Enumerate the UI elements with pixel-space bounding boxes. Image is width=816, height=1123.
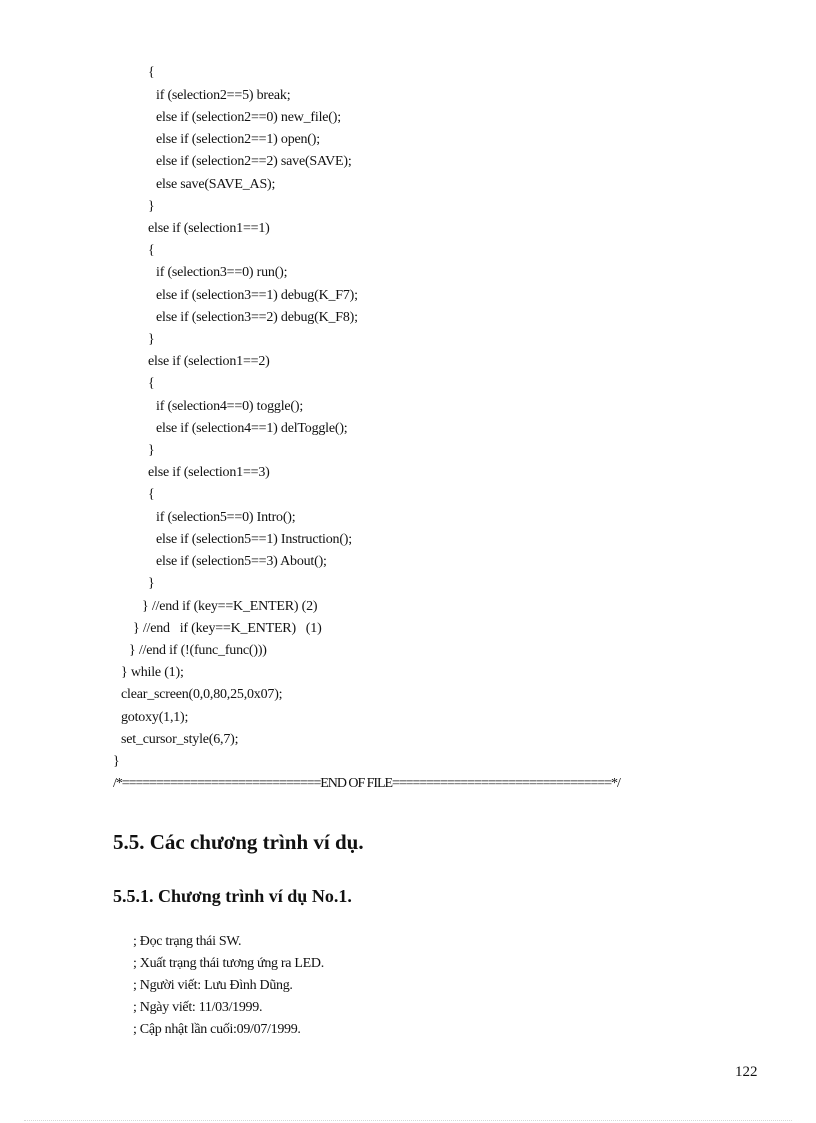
code-line: { <box>148 376 155 391</box>
comment-line: ; Cập nhật lần cuối:09/07/1999. <box>133 1022 301 1037</box>
code-line: gotoxy(1,1); <box>121 710 189 725</box>
code-line: else if (selection2==1) open(); <box>156 132 320 147</box>
end-of-file-line: /*=============================END OF FILE================================*/ <box>113 776 620 791</box>
code-line: else if (selection4==1) delToggle(); <box>156 421 348 436</box>
code-line: { <box>148 65 155 80</box>
code-line: else if (selection1==2) <box>148 354 270 369</box>
section-heading: 5.5. Các chương trình ví dụ. <box>113 830 364 854</box>
code-line: } <box>113 754 120 769</box>
code-line: else if (selection2==0) new_file(); <box>156 110 341 125</box>
comment-line: ; Xuất trạng thái tương ứng ra LED. <box>133 956 324 971</box>
code-line: else if (selection5==3) About(); <box>156 554 327 569</box>
code-line: else if (selection1==3) <box>148 465 270 480</box>
code-line: } <box>148 576 155 591</box>
comment-line: ; Người viết: Lưu Đình Dũng. <box>133 978 293 993</box>
code-line: clear_screen(0,0,80,25,0x07); <box>121 687 283 702</box>
code-line: { <box>148 243 155 258</box>
code-line: } <box>148 199 155 214</box>
page-bottom-divider <box>24 1120 792 1121</box>
code-line: if (selection4==0) toggle(); <box>156 399 304 414</box>
comment-line: ; Đọc trạng thái SW. <box>133 934 242 949</box>
code-line: else if (selection1==1) <box>148 221 270 236</box>
code-line: if (selection3==0) run(); <box>156 265 288 280</box>
code-line: set_cursor_style(6,7); <box>121 732 239 747</box>
code-line: else if (selection3==2) debug(K_F8); <box>156 310 358 325</box>
code-line: else if (selection3==1) debug(K_F7); <box>156 288 358 303</box>
subsection-heading: 5.5.1. Chương trình ví dụ No.1. <box>113 886 352 906</box>
code-line: } //end if (key==K_ENTER) (1) <box>133 621 322 636</box>
code-line: if (selection2==5) break; <box>156 88 291 103</box>
code-line: } //end if (key==K_ENTER) (2) <box>142 599 318 614</box>
code-line: } //end if (!(func_func())) <box>129 643 267 658</box>
code-line: } <box>148 332 155 347</box>
code-line: } <box>148 443 155 458</box>
code-line: else if (selection5==1) Instruction(); <box>156 532 352 547</box>
comment-line: ; Ngày viết: 11/03/1999. <box>133 1000 263 1015</box>
code-line: { <box>148 487 155 502</box>
code-line: } while (1); <box>121 665 184 680</box>
page-number: 122 <box>735 1064 758 1080</box>
code-line: if (selection5==0) Intro(); <box>156 510 296 525</box>
code-line: else if (selection2==2) save(SAVE); <box>156 154 352 169</box>
code-line: else save(SAVE_AS); <box>156 177 276 192</box>
